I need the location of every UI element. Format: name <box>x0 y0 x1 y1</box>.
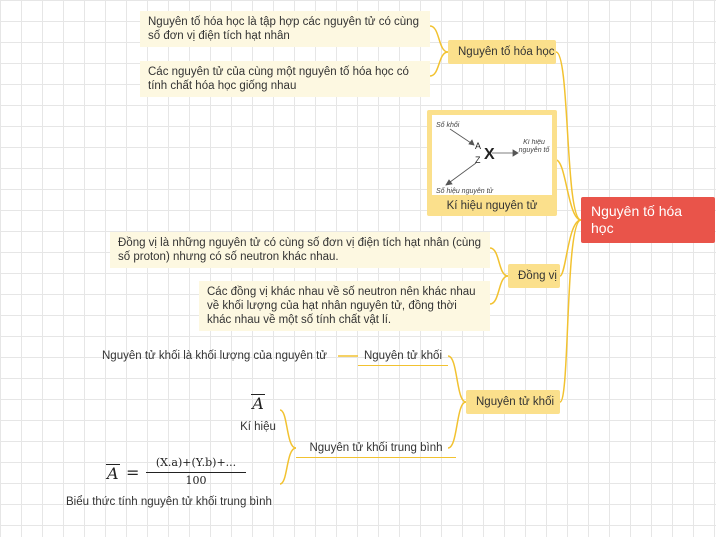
leaf-dinh-nghia-dong-vi[interactable] <box>110 232 490 268</box>
x-symbol: X <box>484 146 495 163</box>
branch-label: Nguyên tử khối <box>476 396 555 408</box>
formula-lhs: A <box>107 464 119 483</box>
branch-dong-vi[interactable] <box>508 264 560 288</box>
leaf-dinh-nghia-nguyen-tu-khoi[interactable] <box>102 346 338 366</box>
formula-numerator: (X.a)+(Y.b)+... <box>146 456 246 473</box>
branch-label: Kí hiệu nguyên tử <box>446 200 538 212</box>
a-label: A <box>475 141 482 151</box>
ki-hieu-node[interactable] <box>230 392 286 438</box>
leaf-tinh-chat-nguyen-to[interactable] <box>140 61 430 97</box>
branch-label: Nguyên tố hóa học <box>458 46 555 58</box>
root-node[interactable] <box>581 197 715 243</box>
leaf-text: Nguyên tử khối là khối lượng của nguyên tử <box>102 350 327 362</box>
sub-label: Nguyên tử khối trung bình <box>309 442 443 454</box>
leaf-text: Các đồng vị khác nhau về số neutron nên khác nhau về khối lượng của hạt nhân nguyên tử, đồng thời khác nhau về một số tính chất vật lí. <box>207 286 476 326</box>
branch-ki-hieu-nguyen-tu[interactable] <box>427 110 557 216</box>
sub-label: Nguyên tử khối <box>363 350 443 362</box>
formula-equals: = <box>126 463 140 482</box>
formula-node[interactable] <box>62 456 282 514</box>
sub-nguyen-tu-khoi[interactable] <box>358 346 448 366</box>
formula <box>106 456 286 490</box>
root-label: Nguyên tố hóa học <box>591 203 683 236</box>
formula-fraction <box>146 456 246 488</box>
z-label: Z <box>475 155 481 165</box>
atom-notation-diagram <box>432 115 552 195</box>
branch-label: Đồng vị <box>518 270 557 282</box>
ki-hieu-nguyen-to-label: Kí hiệu nguyên tố <box>518 139 550 154</box>
formula-denominator: 100 <box>185 474 207 487</box>
atom-symbol-image <box>432 115 552 195</box>
leaf-text: Đồng vị là những nguyên tử có cùng số đơn vị điện tích hạt nhân (cùng số proton) nhưng có số neutron khác nhau. <box>118 237 482 263</box>
a-bar-symbol: A <box>252 394 264 413</box>
so-khoi-label: Số khối <box>436 122 460 129</box>
ki-hieu-label: Kí hiệu <box>240 421 276 433</box>
leaf-dinh-nghia-nguyen-to[interactable] <box>140 11 430 47</box>
leaf-text: Nguyên tố hóa học là tập hợp các nguyên tử có cùng số đơn vị điện tích hạt nhân <box>148 16 419 42</box>
branch-nguyen-to-hoa-hoc[interactable] <box>448 40 556 64</box>
formula-caption: Biểu thức tính nguyên tử khối trung bình <box>66 496 272 508</box>
branch-nguyen-tu-khoi[interactable] <box>466 390 560 414</box>
leaf-text: Các nguyên tử của cùng một nguyên tố hóa học có tính chất hóa học giống nhau <box>148 66 409 92</box>
so-hieu-nguyen-tu-label: Số hiệu nguyên tử <box>436 188 493 195</box>
sub-nguyen-tu-khoi-trung-binh[interactable] <box>296 438 456 458</box>
leaf-tinh-chat-dong-vi[interactable] <box>199 281 490 331</box>
